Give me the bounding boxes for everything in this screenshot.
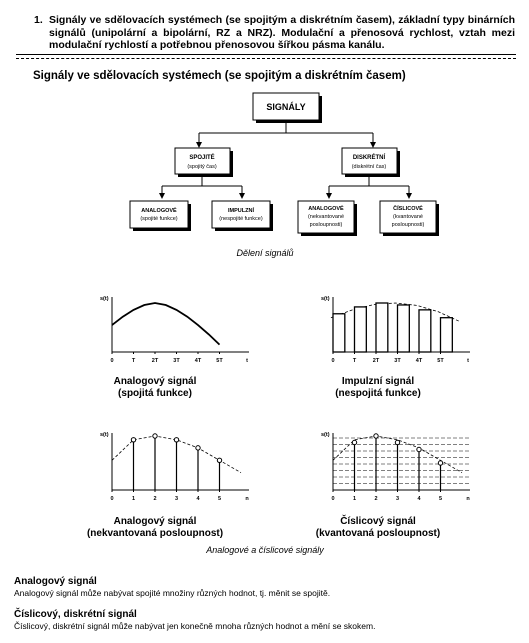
chart4-caption-line2: (kvantovaná posloupnost) — [315, 528, 441, 539]
analog-box — [130, 201, 188, 228]
x-axis-end-label: t — [246, 358, 248, 364]
x-tick-label: 2 — [153, 496, 157, 502]
x-tick-label: 1 — [131, 496, 136, 502]
signal-curve — [112, 303, 220, 345]
definition-text-analog: Analogový signál může nabývat spojité množiny různých hodnot, tj. měnit se spojitě. — [14, 588, 331, 598]
x-tick-label: 3T — [173, 358, 180, 364]
chart1-caption-line2: (spojitá funkce) — [118, 388, 192, 399]
y-axis-label: s(t) — [321, 296, 330, 302]
y-axis-label: s(t) — [321, 432, 330, 438]
discrete-sub: (diskrétní čas) — [351, 164, 387, 170]
x-tick-label: 1 — [352, 496, 357, 502]
x-tick-label: T — [131, 358, 136, 364]
impulse-bar — [398, 305, 410, 352]
chart-analog-continuous — [100, 296, 249, 364]
chart3-caption — [80, 516, 230, 540]
chart1-caption-line1: Analogový signál — [113, 376, 197, 387]
x-axis-end-label: n — [245, 496, 249, 502]
sample-point — [395, 440, 399, 444]
chart2-caption-line2: (nespojitá funkce) — [335, 388, 421, 399]
x-tick-label: 4T — [194, 358, 202, 364]
question-number: 1. — [34, 14, 43, 26]
impulse-title: IMPULZNÍ — [228, 208, 254, 214]
y-axis-label: s(t) — [100, 296, 109, 302]
diagram-caption: Dělení signálů — [236, 248, 294, 258]
definition-term-analog: Analogový signál — [14, 576, 97, 587]
chart4-caption-line1: Číslicový signál — [340, 516, 416, 527]
definition-text-digital: Číslicový, diskrétní signál může nabývat jen konečně mnoha různých hodnot a mění se skokem. — [14, 621, 376, 631]
impulse-bar — [355, 307, 367, 352]
x-tick-label: 0 — [331, 358, 335, 364]
analog-sub: (spojité funkce) — [140, 216, 178, 222]
sample-point — [131, 438, 135, 442]
x-tick-label: 5T — [437, 358, 444, 364]
x-tick-label: 4T — [415, 358, 423, 364]
classification-diagram — [130, 93, 439, 236]
y-axis-label: s(t) — [100, 432, 109, 438]
x-tick-label: 5 — [438, 496, 443, 502]
chart3-caption-line2: (nekvantovaná posloupnost) — [86, 528, 224, 539]
x-tick-label: 5 — [217, 496, 222, 502]
discrete-title: DISKRÉTNÍ — [352, 155, 386, 161]
x-tick-label: 0 — [110, 496, 114, 502]
continuous-box — [175, 148, 230, 174]
digital-sub2: posloupnosti) — [391, 222, 425, 228]
chart2-caption-line1: Impulzní signál — [341, 376, 415, 387]
x-tick-label: 3 — [395, 496, 400, 502]
x-tick-label: 0 — [110, 358, 114, 364]
analog-discrete-title: ANALOGOVÉ — [308, 206, 344, 212]
x-tick-label: 5T — [216, 358, 223, 364]
chart2-caption — [313, 376, 443, 400]
x-tick-label: 2 — [374, 496, 378, 502]
x-axis-end-label: n — [466, 496, 470, 502]
analog-discrete-sub2: posloupnosti) — [309, 222, 343, 228]
definition-term-digital: Číslicový, diskrétní signál — [14, 609, 137, 620]
x-axis-end-label: t — [467, 358, 469, 364]
question-text: Signály ve sdělovacích systémech (se spojitým a diskrétním časem), základní typy binárních signálů (unipolární a bipolární, RZ a NRZ). Modulační a přenosová rychlost, vztah mezi modulační rychlostí a potřebnou přenosovou šířkou pásma kanálu. — [49, 14, 515, 52]
sample-point — [417, 447, 421, 451]
discrete-box — [342, 148, 397, 174]
x-tick-label: 3T — [394, 358, 401, 364]
chart4-caption — [303, 516, 453, 540]
sample-point — [217, 458, 221, 462]
digital-sub1: (kvantované — [393, 214, 423, 220]
digital-title: ČÍSLICOVÉ — [393, 206, 423, 212]
charts-caption: Analogové a číslicové signály — [206, 545, 324, 555]
x-tick-label: 2T — [372, 358, 380, 364]
sample-point — [196, 446, 200, 450]
x-tick-label: 3 — [174, 496, 179, 502]
impulse-bar — [419, 310, 431, 352]
chart-analog-sequence — [100, 432, 249, 502]
impulse-bar — [376, 303, 388, 352]
chart3-caption-line1: Analogový signál — [113, 516, 197, 527]
analog-title: ANALOGOVÉ — [141, 208, 177, 214]
x-tick-label: 4 — [417, 496, 421, 502]
chart-digital-sequence — [321, 432, 470, 502]
root-label: SIGNÁLY — [266, 102, 306, 112]
x-tick-label: 2T — [151, 358, 159, 364]
x-tick-label: 4 — [196, 496, 200, 502]
impulse-sub: (nespojité funkce) — [219, 216, 263, 222]
x-tick-label: T — [352, 358, 357, 364]
chart-impulse — [321, 296, 470, 364]
x-tick-label: 0 — [331, 496, 335, 502]
sample-point — [438, 461, 442, 465]
sample-point — [352, 440, 356, 444]
chart1-caption — [90, 376, 220, 400]
continuous-sub: (spojitý čas) — [187, 164, 217, 170]
sample-point — [153, 434, 157, 438]
sample-point — [174, 438, 178, 442]
impulse-bar — [441, 318, 453, 352]
analog-discrete-sub1: (nekvantované — [307, 214, 345, 220]
impulse-box — [212, 201, 270, 228]
section-title: Signály ve sdělovacích systémech (se spojitým a diskrétním časem) — [33, 70, 406, 82]
sample-point — [374, 434, 378, 438]
impulse-bar — [333, 314, 345, 352]
continuous-title: SPOJITÉ — [189, 155, 215, 161]
